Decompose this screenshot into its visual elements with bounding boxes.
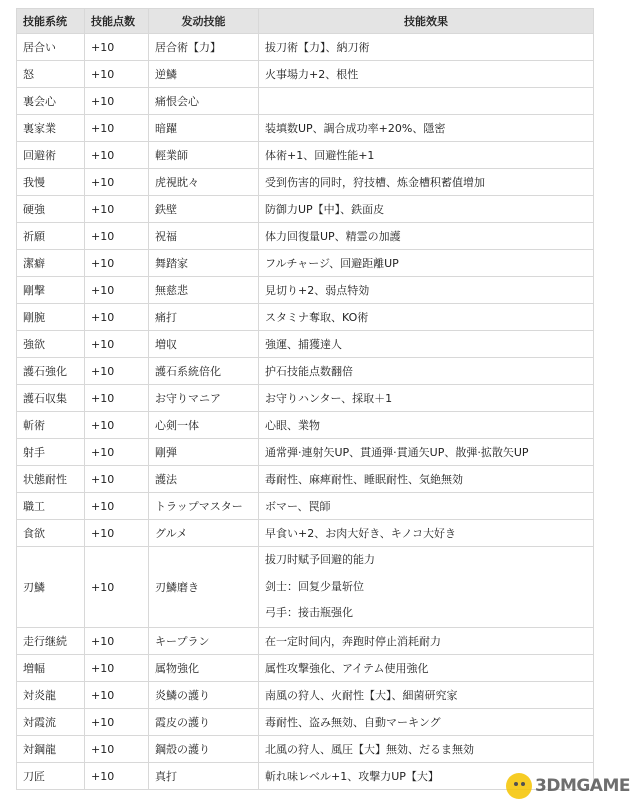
cell-points: +10: [85, 61, 149, 88]
effect-line: 毒耐性、盗み無効、自動マーキング: [265, 716, 441, 730]
cell-system: 裏家業: [17, 115, 85, 142]
cell-system: 居合い: [17, 34, 85, 61]
cell-system: 刃鱗: [17, 547, 85, 628]
cell-effect: [259, 115, 594, 142]
cell-system: 祈願: [17, 223, 85, 250]
cell-system: 食欲: [17, 520, 85, 547]
cell-points: +10: [85, 115, 149, 142]
cell-skill: 痛打: [149, 304, 259, 331]
cell-skill: 鉄壁: [149, 196, 259, 223]
cell-effect: [259, 412, 594, 439]
cell-system: 対霞流: [17, 709, 85, 736]
cell-skill: 輕業師: [149, 142, 259, 169]
table-row: [17, 709, 594, 736]
cell-skill: 逆鱗: [149, 61, 259, 88]
cell-effect: [259, 142, 594, 169]
cell-effect: [259, 250, 594, 277]
cell-effect: [259, 466, 594, 493]
cell-effect: [259, 439, 594, 466]
cell-system: 増幅: [17, 655, 85, 682]
cell-system: 硬強: [17, 196, 85, 223]
cell-system: 強欲: [17, 331, 85, 358]
cell-skill: 心剣一体: [149, 412, 259, 439]
cell-skill: 虎視眈々: [149, 169, 259, 196]
cell-skill: 祝福: [149, 223, 259, 250]
cell-skill: 霞皮の護り: [149, 709, 259, 736]
effect-line: 南風の狩人、火耐性【大】、細菌研究家: [265, 689, 458, 703]
table-row: [17, 682, 594, 709]
cell-skill: 居合術【力】: [149, 34, 259, 61]
table-row: [17, 493, 594, 520]
cell-points: +10: [85, 736, 149, 763]
chick-logo-icon: [506, 773, 532, 799]
cell-effect: [259, 520, 594, 547]
cell-points: +10: [85, 520, 149, 547]
table-row: [17, 655, 594, 682]
cell-points: +10: [85, 466, 149, 493]
table-row: [17, 61, 594, 88]
cell-system: 斬術: [17, 412, 85, 439]
cell-skill: 暗躍: [149, 115, 259, 142]
cell-points: +10: [85, 34, 149, 61]
cell-skill: 痛恨会心: [149, 88, 259, 115]
cell-system: 潔癖: [17, 250, 85, 277]
table-row: [17, 385, 594, 412]
cell-system: 走行继続: [17, 628, 85, 655]
table-row: [17, 142, 594, 169]
effect-line: 通常弾·連射矢UP、貫通弾·貫通矢UP、散弾·拡散矢UP: [265, 446, 529, 459]
cell-system: 怒: [17, 61, 85, 88]
cell-skill: トラップマスター: [149, 493, 259, 520]
cell-skill: 舞踏家: [149, 250, 259, 277]
cell-effect: [259, 196, 594, 223]
cell-points: +10: [85, 223, 149, 250]
effect-line: 見切り+2、弱点特効: [265, 284, 370, 297]
effect-line: 体術+1、回避性能+1: [265, 149, 375, 162]
table-row: [17, 358, 594, 385]
cell-effect: [259, 736, 594, 763]
effect-line: 在一定时间内，奔跑时停止消耗耐力: [265, 635, 441, 649]
header-system: 技能系统: [17, 9, 85, 34]
watermark-text: 3DMGAME: [535, 776, 630, 796]
cell-skill: 護石系統倍化: [149, 358, 259, 385]
cell-system: 裏会心: [17, 88, 85, 115]
table-row: [17, 520, 594, 547]
effect-line: 火事場力+2、根性: [265, 68, 359, 81]
cell-system: 護石収集: [17, 385, 85, 412]
table-row: [17, 169, 594, 196]
cell-system: 職工: [17, 493, 85, 520]
effect-line: 拔刀时赋予回避的能力: [265, 553, 375, 566]
cell-skill: 真打: [149, 763, 259, 790]
cell-effect: [259, 547, 594, 628]
effect-line: 毒耐性、麻痺耐性、睡眠耐性、気絶無効: [265, 473, 463, 486]
cell-effect: [259, 61, 594, 88]
effect-line: 体力回復量UP、精霊の加護: [265, 230, 401, 243]
cell-effect: [259, 169, 594, 196]
table-row: [17, 88, 594, 115]
cell-system: 対炎龍: [17, 682, 85, 709]
table-row: [17, 250, 594, 277]
cell-system: 回避術: [17, 142, 85, 169]
cell-points: +10: [85, 385, 149, 412]
cell-system: 刀匠: [17, 763, 85, 790]
table-row: [17, 223, 594, 250]
cell-skill: キープラン: [149, 628, 259, 655]
cell-points: +10: [85, 412, 149, 439]
effect-line: お守りハンター、採取＋1: [265, 392, 393, 405]
cell-effect: [259, 682, 594, 709]
table-row: [17, 736, 594, 763]
cell-system: 護石強化: [17, 358, 85, 385]
cell-points: +10: [85, 709, 149, 736]
table-row: [17, 304, 594, 331]
cell-points: +10: [85, 169, 149, 196]
effect-line: スタミナ奪取、KO術: [265, 311, 369, 324]
cell-points: +10: [85, 196, 149, 223]
cell-skill: 無慈悲: [149, 277, 259, 304]
effect-line: 受到伤害的同时，狩技槽、炼金槽积蓄值增加: [265, 176, 485, 189]
table-row: [17, 34, 594, 61]
cell-points: +10: [85, 250, 149, 277]
table-row: [17, 331, 594, 358]
cell-effect: [259, 655, 594, 682]
cell-points: +10: [85, 628, 149, 655]
effect-line: 防御力UP【中】、鉄面皮: [265, 203, 385, 216]
cell-points: +10: [85, 88, 149, 115]
effect-line: 属性攻撃強化、アイテム使用強化: [265, 662, 429, 676]
header-skill: 发动技能: [149, 9, 259, 34]
skills-table: [16, 8, 594, 790]
cell-skill: 炎鱗の護り: [149, 682, 259, 709]
cell-system: 状態耐性: [17, 466, 85, 493]
cell-system: 剛腕: [17, 304, 85, 331]
cell-skill: 属物強化: [149, 655, 259, 682]
cell-effect: [259, 277, 594, 304]
cell-points: +10: [85, 277, 149, 304]
cell-points: +10: [85, 763, 149, 790]
cell-effect: [259, 331, 594, 358]
table-row: [17, 412, 594, 439]
cell-points: +10: [85, 682, 149, 709]
effect-line: 強運、捕獲達人: [265, 338, 342, 351]
cell-effect: [259, 628, 594, 655]
effect-line: 心眼、業物: [265, 419, 320, 432]
effect-line: ボマー、罠師: [265, 500, 331, 513]
cell-effect: [259, 493, 594, 520]
cell-effect: [259, 34, 594, 61]
effect-line: 斬れ味レベル+1、攻撃力UP【大】: [265, 770, 439, 784]
cell-skill: 増収: [149, 331, 259, 358]
effect-line: 护石技能点数翻倍: [265, 365, 353, 378]
cell-effect: [259, 358, 594, 385]
watermark: [506, 773, 630, 799]
cell-points: +10: [85, 655, 149, 682]
effect-line: 拔刀術【力】、納刀術: [265, 41, 370, 54]
table-row: [17, 466, 594, 493]
cell-skill: 鋼殻の護り: [149, 736, 259, 763]
cell-system: 剛撃: [17, 277, 85, 304]
effect-line: 剑士：回复少量斩位: [265, 579, 364, 593]
cell-points: +10: [85, 439, 149, 466]
cell-effect: [259, 304, 594, 331]
table-row: [17, 628, 594, 655]
effect-line: 北風の狩人、風圧【大】無効、だるま無効: [265, 743, 474, 757]
cell-skill: グルメ: [149, 520, 259, 547]
cell-effect: [259, 88, 594, 115]
cell-points: +10: [85, 358, 149, 385]
table-row: [17, 115, 594, 142]
table-row: [17, 196, 594, 223]
cell-points: +10: [85, 304, 149, 331]
cell-effect: [259, 709, 594, 736]
cell-skill: 剛弾: [149, 439, 259, 466]
cell-points: +10: [85, 331, 149, 358]
table-row: [17, 277, 594, 304]
cell-points: +10: [85, 142, 149, 169]
table-header-row: [17, 9, 594, 34]
cell-effect: [259, 385, 594, 412]
cell-effect: [259, 223, 594, 250]
cell-skill: お守りマニア: [149, 385, 259, 412]
effect-line: 早食い+2、お肉大好き、キノコ大好き: [265, 527, 457, 540]
cell-points: +10: [85, 493, 149, 520]
cell-system: 我慢: [17, 169, 85, 196]
effect-line: フルチャージ、回避距離UP: [265, 257, 399, 270]
table-row: [17, 439, 594, 466]
header-points: 技能点数: [85, 9, 149, 34]
cell-skill: 護法: [149, 466, 259, 493]
cell-system: 射手: [17, 439, 85, 466]
effect-line: 弓手：接击瓶强化: [265, 606, 353, 620]
header-effect: 技能效果: [259, 9, 594, 34]
effect-line: 装填数UP、調合成功率+20%、隱密: [265, 122, 446, 135]
cell-system: 対鋼龍: [17, 736, 85, 763]
cell-points: +10: [85, 547, 149, 628]
cell-skill: 刃鱗磨き: [149, 547, 259, 628]
table-row: [17, 547, 594, 628]
